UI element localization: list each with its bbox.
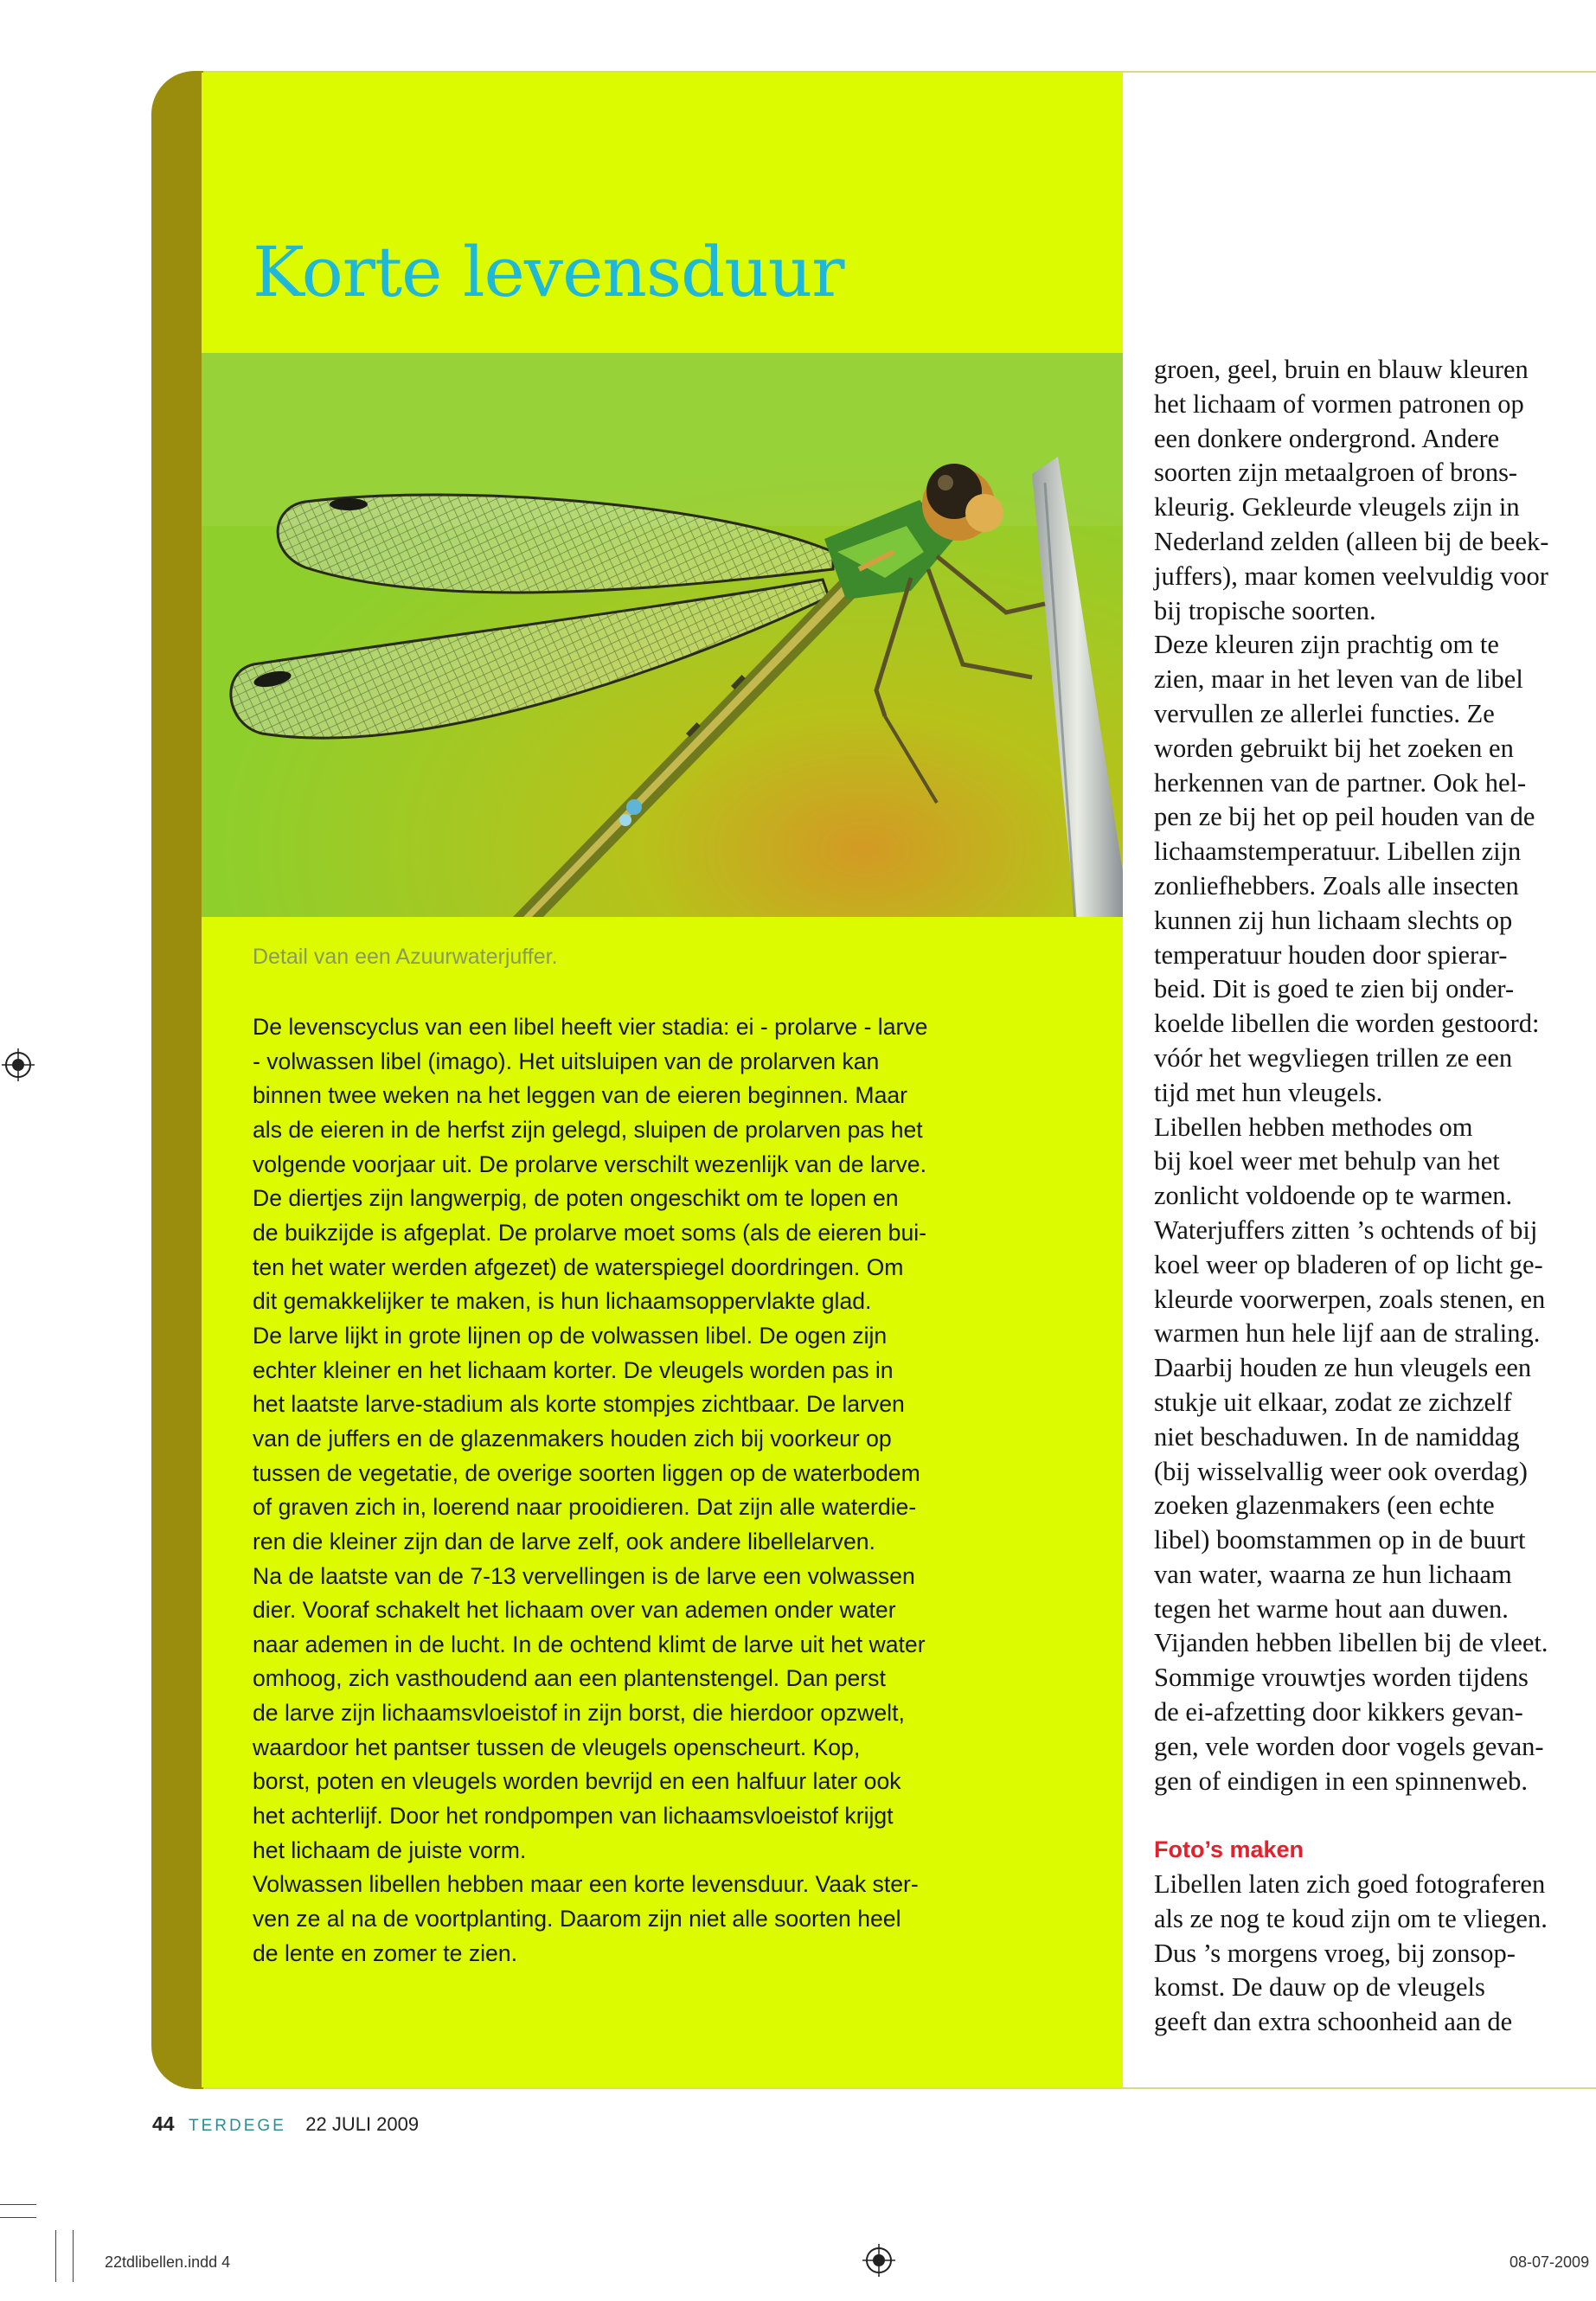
- text-line: beid. Dit is goed te zien bij onder-: [1154, 974, 1515, 1004]
- text-line: omhoog, zich vasthoudend aan een plantenstengel. Dan perst: [253, 1665, 886, 1692]
- registration-mark-left: [2, 1048, 35, 1081]
- file-slug: 22tdlibellen.indd 4: [105, 2253, 231, 2271]
- text-line: - volwassen libel (imago). Het uitsluipen van de prolarven kan: [253, 1048, 880, 1074]
- crop-mark: [73, 2230, 74, 2282]
- text-line: lichaamstemperatuur. Libellen zijn: [1154, 836, 1522, 867]
- text-line: Nederland zelden (alleen bij de beek-: [1154, 526, 1549, 556]
- text-line: als de eieren in de herfst zijn gelegd, sluipen de prolarven pas het: [253, 1116, 923, 1143]
- text-line: (bij wisselvallig weer ook overdag): [1154, 1456, 1528, 1486]
- text-line: Libellen laten zich goed fotograferen: [1154, 1869, 1546, 1900]
- text-line: van de juffers en de glazenmakers houden zich bij voorkeur op: [253, 1425, 892, 1452]
- text-line: Daarbij houden ze hun vleugels een: [1154, 1353, 1532, 1383]
- text-line: tussen de vegetatie, de overige soorten liggen op de waterbodem: [253, 1459, 920, 1486]
- photo-caption: Detail van een Azuurwaterjuffer.: [253, 945, 558, 969]
- slug-date: 08-07-2009: [1509, 2253, 1590, 2271]
- text-line: bij koel weer met behulp van het: [1154, 1146, 1500, 1176]
- text-line: koelde libellen die worden gestoord:: [1154, 1009, 1540, 1039]
- text-line: gen of eindigen in een spinnenweb.: [1154, 1766, 1528, 1796]
- text-line: als ze nog te koud zijn om te vliegen.: [1154, 1903, 1548, 1933]
- text-line: De diertjes zijn langwerpig, de poten ongeschikt om te lopen en: [253, 1185, 899, 1212]
- crop-mark: [0, 2204, 36, 2205]
- text-line: herkennen van de partner. Ook hel-: [1154, 767, 1527, 798]
- text-line: pen ze bij het op peil houden van de: [1154, 802, 1535, 832]
- text-line: waardoor het pantser tussen de vleugels openscheurt. Kop,: [253, 1734, 861, 1760]
- text-line: de ei-afzetting door kikkers gevan-: [1154, 1697, 1523, 1727]
- text-line: volgende voorjaar uit. De prolarve verschilt wezenlijk van de larve.: [253, 1150, 926, 1177]
- right-column-text: [1154, 353, 1569, 2040]
- section-subheading: Foto’s maken: [1154, 1836, 1304, 1863]
- text-line: libel) boomstammen op in de buurt: [1154, 1525, 1526, 1555]
- text-line: kleurig. Gekleurde vleugels zijn in: [1154, 492, 1520, 522]
- text-line: binnen twee weken na het leggen van de eieren beginnen. Maar: [253, 1082, 907, 1109]
- registration-mark-bottom: [862, 2244, 895, 2277]
- text-line: zonliefhebbers. Zoals alle insecten: [1154, 870, 1519, 901]
- text-line: het achterlijf. Door het rondpompen van lichaamsvloeistof krijgt: [253, 1803, 894, 1830]
- text-line: tijd met hun vleugels.: [1154, 1077, 1383, 1107]
- text-line: kleurde voorwerpen, zoals stenen, en: [1154, 1284, 1546, 1314]
- text-line: geeft dan extra schoonheid aan de: [1154, 2007, 1513, 2037]
- text-line: ven ze al na de voortplanting. Daarom zijn niet alle soorten heel: [253, 1906, 901, 1932]
- text-line: naar ademen in de lucht. In de ochtend klimt de larve uit het water: [253, 1631, 926, 1657]
- article-title: Korte levensduur: [253, 232, 844, 312]
- text-line: een donkere ondergrond. Andere: [1154, 423, 1500, 453]
- text-line: gen, vele worden door vogels gevan-: [1154, 1731, 1544, 1761]
- text-line: tegen het warme hout aan duwen.: [1154, 1593, 1509, 1624]
- text-line: of graven zich in, loerend naar prooidieren. Dat zijn alle waterdie-: [253, 1494, 917, 1521]
- text-line: het lichaam of vormen patronen op: [1154, 388, 1524, 419]
- text-line: soorten zijn metaalgroen of brons-: [1154, 458, 1518, 488]
- text-line: borst, poten en vleugels worden bevrijd en een halfuur later ook: [253, 1768, 901, 1795]
- text-line: vóór het wegvliegen trillen ze een: [1154, 1042, 1513, 1073]
- text-line: zoeken glazenmakers (een echte: [1154, 1490, 1495, 1521]
- text-line: worden gebruikt bij het zoeken en: [1154, 733, 1514, 763]
- text-line: het lichaam de juiste vorm.: [253, 1836, 527, 1863]
- text-line: dier. Vooraf schakelt het lichaam over van ademen onder water: [253, 1597, 896, 1624]
- text-line: juffers), maar komen veelvuldig voor: [1154, 561, 1548, 591]
- paragraph-gap: [1154, 1798, 1569, 1833]
- text-line: ten het water werden afgezet) de waterspiegel doordringen. Om: [253, 1253, 904, 1280]
- text-line: Libellen hebben methodes om: [1154, 1112, 1473, 1142]
- text-line: van water, waarna ze hun lichaam: [1154, 1559, 1512, 1589]
- text-line: Volwassen libellen hebben maar een korte levensduur. Vaak ster-: [253, 1871, 919, 1898]
- text-line: niet beschaduwen. In de namiddag: [1154, 1421, 1520, 1452]
- text-line: de buikzijde is afgeplat. De prolarve moet soms (als de eieren bui-: [253, 1219, 926, 1246]
- text-line: dit gemakkelijker te maken, is hun lichaamsoppervlakte glad.: [253, 1288, 872, 1315]
- text-line: Dus ’s morgens vroeg, bij zonsop-: [1154, 1938, 1516, 1968]
- text-line: temperatuur houden door spierar-: [1154, 939, 1508, 970]
- text-line: bij tropische soorten.: [1154, 595, 1376, 625]
- text-line: Na de laatste van de 7-13 vervellingen is de larve een volwassen: [253, 1562, 915, 1589]
- bottom-frame-line: [197, 2087, 1596, 2089]
- dragonfly-photo: [202, 353, 1123, 917]
- text-line: vervullen ze allerlei functies. Ze: [1154, 698, 1495, 728]
- crop-mark: [0, 2217, 36, 2218]
- issue-date: 22 JULI 2009: [305, 2113, 420, 2135]
- text-line: echter kleiner en het lichaam korter. De vleugels worden pas in: [253, 1356, 894, 1383]
- text-line: komst. De dauw op de vleugels: [1154, 1972, 1485, 2003]
- text-line: groen, geel, bruin en blauw kleuren: [1154, 355, 1529, 384]
- page-number: 44: [152, 2112, 175, 2135]
- text-line: Vijanden hebben libellen bij de vleet.: [1154, 1628, 1548, 1658]
- page-footer: [152, 2112, 419, 2136]
- text-line: Deze kleuren zijn prachtig om te: [1154, 630, 1499, 660]
- text-line: Sommige vrouwtjes worden tijdens: [1154, 1663, 1529, 1693]
- text-line: koel weer op bladeren of op licht ge-: [1154, 1249, 1543, 1279]
- text-line: Waterjuffers zitten ’s ochtends of bij: [1154, 1215, 1538, 1245]
- olive-side-band: [151, 71, 203, 2089]
- crop-mark: [55, 2230, 56, 2282]
- main-body-text: [253, 1010, 962, 1971]
- text-line: de lente en zomer te zien.: [253, 1939, 518, 1966]
- text-line: de larve zijn lichaamsvloeistof in zijn borst, die hierdoor opzwelt,: [253, 1700, 905, 1727]
- text-line: ren die kleiner zijn dan de larve zelf, ook andere libellelarven.: [253, 1528, 875, 1554]
- text-line: het laatste larve-stadium als korte stompjes zichtbaar. De larven: [253, 1391, 905, 1418]
- text-line: De levenscyclus van een libel heeft vier stadia: ei - prolarve - larve: [253, 1014, 928, 1040]
- text-line: zien, maar in het leven van de libel: [1154, 664, 1523, 695]
- text-line: kunnen zij hun lichaam slechts op: [1154, 905, 1513, 935]
- text-line: warmen hun hele lijf aan de straling.: [1154, 1318, 1541, 1349]
- text-line: De larve lijkt in grote lijnen op de volwassen libel. De ogen zijn: [253, 1322, 888, 1349]
- magazine-name: TERDEGE: [188, 2117, 286, 2135]
- text-line: stukje uit elkaar, zodat ze zichzelf: [1154, 1387, 1512, 1417]
- text-line: zonlicht voldoende op te warmen.: [1154, 1181, 1513, 1211]
